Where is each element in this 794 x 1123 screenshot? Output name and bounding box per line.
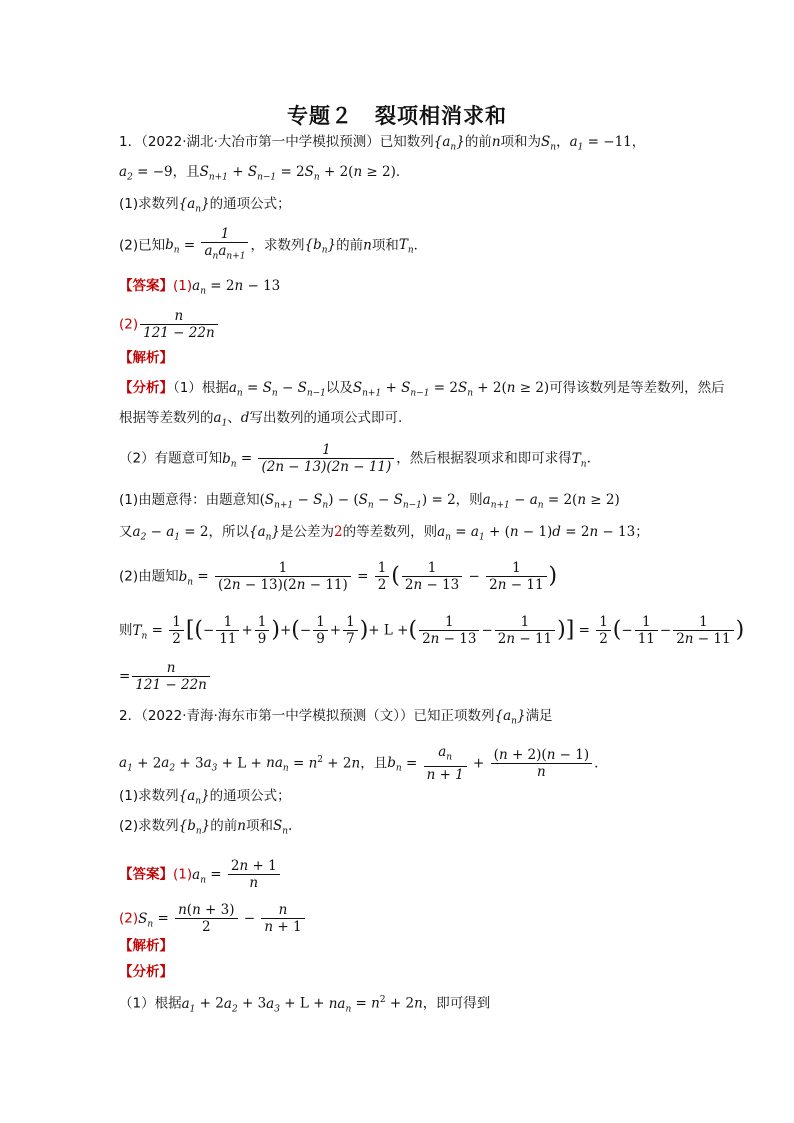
q1-solution-5: = $\frac{n}{121 - 22n}$: [119, 660, 212, 693]
q1-solution-1: (1)由题意得：由题意知$(S_{n+1} - S_n) - (S_n - S_{n-1}) = 2$，则$a_{n+1} - a_n = 2(n \ge 2)$: [119, 492, 620, 511]
q1-intro: 1．（2022·湖北·大冶市第一中学模拟预测）已知数列$\{a_n\}$的前n项和为$S_n$，$a_1 = -11$，: [119, 134, 646, 153]
q2-part2: (2)求数列$\{b_n\}$的前n项和$S_n$.: [119, 818, 293, 837]
q1-solution-2: 又$a_2 - a_1 = 2$，所以$\{a_n\}$是公差为2的等差数列，则$a_n = a_1 + (n - 1)d = 2n - 13$；: [119, 524, 649, 543]
q2-answer-1: 【答案】$(1)a_n$ = $\frac{2n + 1}{n}$: [119, 858, 282, 891]
q1-fenxi-2: 根据等差数列的$a_1$、d写出数列的通项公式即可.: [119, 410, 403, 429]
q2-condition: $a_1 + 2a_2 + 3a_3 + L + na_n = n^2 + 2n$，且$b_n$ = $\frac{a_n}{n + 1}$ + $\frac{(n + 2)(n - 1)}{n}$ .: [119, 744, 599, 783]
q2-analysis-tag: 【解析】: [119, 938, 173, 954]
q2-intro: 2．（2022·青海·海东市第一中学模拟预测（文））已知正项数列$\{a_n\}$满足: [119, 708, 553, 727]
q2-part1: (1)求数列$\{a_n\}$的通项公式；: [119, 788, 291, 807]
q1-answer-1: 【答案】$(1)a_n = 2n - 13$: [119, 278, 281, 297]
q1-fenxi-3: （2）有题意可知$b_n$ = $\frac{1}{(2n - 13)(2n - 11)}$ ，然后根据裂项求和即可求得$T_n$.: [119, 442, 591, 475]
q1-fenxi-1: 【分析】（1）根据$a_n = S_n - S_{n-1}$以及$S_{n+1} + S_{n-1} = 2S_n + 2(n \ge 2)$可得该数列是等差数列，然后: [119, 380, 725, 399]
q1-condition: $a_2 = -9$，且$S_{n+1} + S_{n-1} = 2S_n + 2(n \ge 2)$．: [119, 164, 410, 183]
q1-solution-3: (2)由题知$b_n$ = $\frac{1}{(2n - 13)(2n - 11)}$ = $\frac{1}{2}$ ( $\frac{1}{2n - 13}$ − $\frac{1}{2n - 11}$ ): [119, 560, 558, 593]
q1-answer-2: (2) $\frac{n}{121 - 22n}$: [119, 308, 220, 341]
q1-solution-4: 则$T_n$ = $\frac{1}{2}$ [(− $\frac{1}{11}$ + $\frac{1}{9}$ )+(− $\frac{1}{9}$ + $\frac{1}{7}$ )+ L +( $\frac{1}{2n - 13}$ − $\frac{1}{2n - 11}$ )] = $\frac{1}{2}$ (− $\frac{1}{11}$ − $\frac{1}{2n - 11}$ ): [119, 614, 745, 647]
page-title: 专题２ 裂项相消求和: [287, 104, 507, 128]
q2-fenxi-tag: 【分析】: [119, 964, 173, 980]
q1-part1: (1)求数列$\{a_n\}$的通项公式；: [119, 196, 291, 215]
q2-fenxi-1: （1）根据$a_1 + 2a_2 + 3a_3 + L + na_n = n^2 + 2n$，即可得到: [119, 995, 491, 1015]
q1-analysis-tag: 【解析】: [119, 350, 173, 366]
q2-answer-2: $(2)S_n$ = $\frac{n(n + 3)}{2}$ − $\frac{n}{n + 1}$: [119, 902, 307, 935]
q1-part2: (2)已知$b_n$ = $\frac{1}{a_na_{n+1}}$ ，求数列$\{b_n\}$的前n项和$T_n$．: [119, 226, 428, 262]
